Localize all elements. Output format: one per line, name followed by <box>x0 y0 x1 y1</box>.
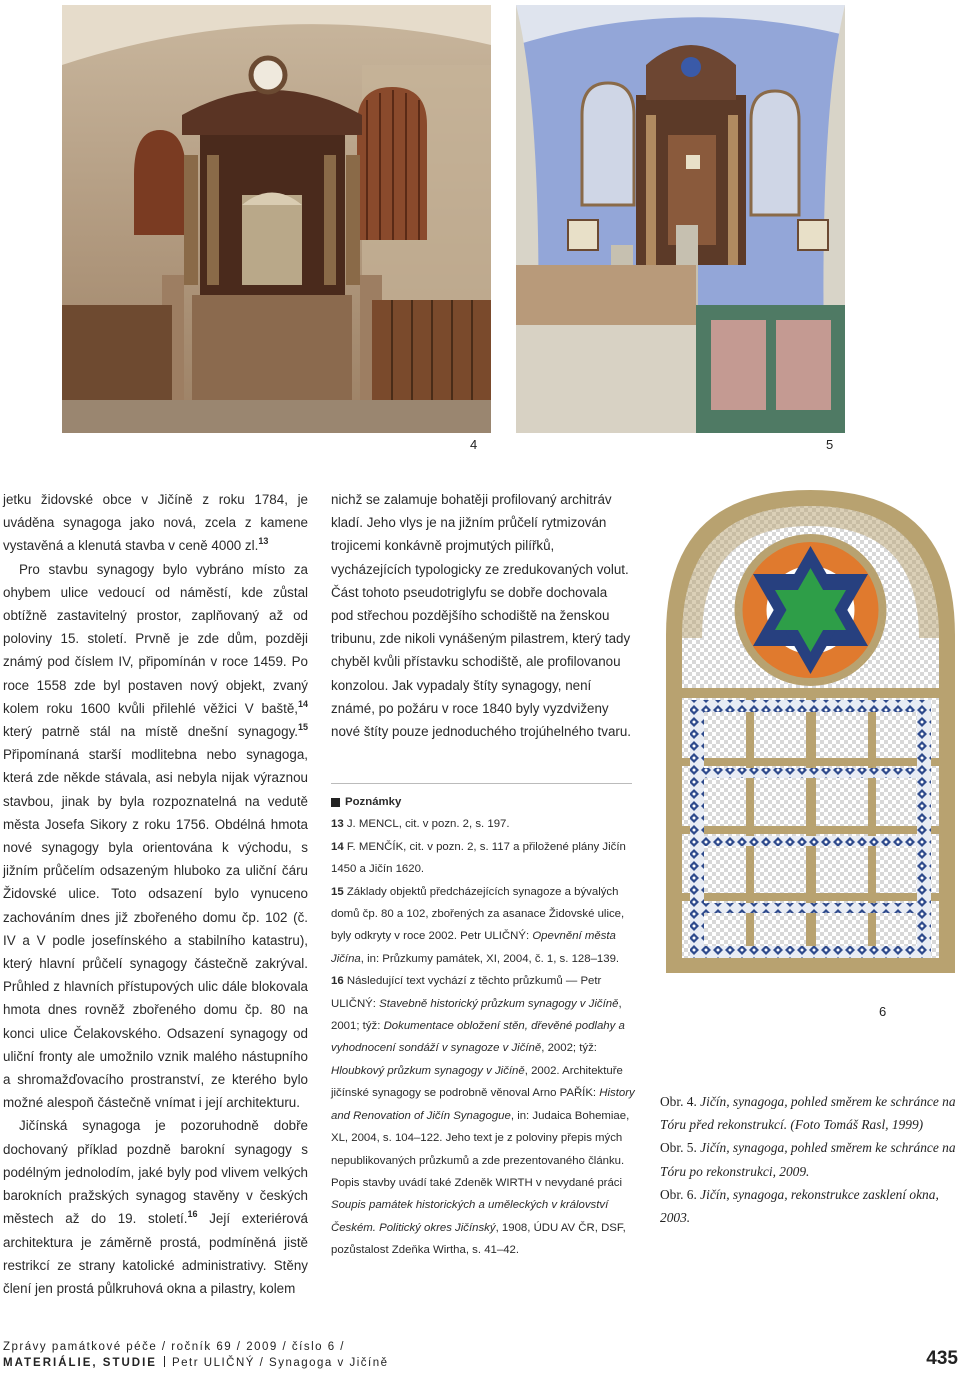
footnote-16-text-f: , 1908, ÚDU AV ČR, DSF, pozůstalost Zdeňka Wirtha, s. 41–42. <box>331 1221 626 1257</box>
footnotes-heading <box>331 791 636 813</box>
footnote-ref-13[interactable]: 13 <box>258 536 269 547</box>
window-glazing-illustration <box>664 488 957 975</box>
paragraph-1-text: jetku židovské obce v Jičíně z roku 1784, je uváděna synagoga jako nová, zcela z kamene vystavěná a klenutá stavba v ceně 4000 zl. <box>3 492 308 554</box>
footnote-13-text: J. MENCL, cit. v pozn. 2, s. 197. <box>343 818 510 831</box>
text-column-1 <box>3 488 308 1300</box>
footer-journal-line: Zprávy památkové péče / ročník 69 / 2009 / číslo 6 / <box>3 1341 345 1353</box>
footnote-ref-16[interactable]: 16 <box>187 1209 198 1220</box>
paragraph-2 <box>3 558 308 1115</box>
paragraph-2-text-c: Připomínaná starší modlitebna nebo synagoga, která zde někde stávala, asi nebyla nijak výraznou stavbou, jinak by byla rozpoznatelná na vedutě města Josefa Sikory z roku 1756. Obdélná hmota nové synagogy byla orientována k východu, s jižním průčelím odsazeným hluboko za uliční čáru Židovské ulice. Toto odsazení bylo vynuceno zachováním dnes již zbořeného domu čp. 102 (č. IV a V podle josefínského a stabilního katastru), který hlavní průčelí synagogy částečně zakrýval. Průhled z hlavních přístupových ulic dále blokovala hmota dnes rovněž zbořeného domu čp. 80 na konci ulice Čelakovského. Odsazení synagogy od uliční fronty ale umožnilo vznik malého nástupního a shromažďovacího prostranství, ze kterého bylo možné alespoň částečně vnímat i její architekturu. <box>3 747 308 1111</box>
footer-article-line <box>3 1355 960 1371</box>
photo-after-illustration <box>516 5 845 433</box>
caption-fig-6 <box>660 1183 960 1229</box>
footnote-ref-15[interactable]: 15 <box>297 722 308 733</box>
photo-synagogue-after-reconstruction <box>516 5 845 433</box>
footnote-13 <box>331 813 636 835</box>
paragraph-2-text-a: Pro stavbu synagogy bylo vybráno místo za ohybem ulice vedoucí od náměstí, kde zůstal obtížně zastavitelný prostor, zaplňovaný až od poloviny 15. století. Prvně je zde dům, později známý pod číslem IV, připomínán v roce 1459. Po roce 1558 zde byl postaven nový objekt, zvaný kolem roku 1600 kvůli přilehlé věžici V baště, <box>3 561 308 716</box>
paragraph-3 <box>3 1114 308 1300</box>
figure-number-6: 6 <box>879 1004 887 1019</box>
paragraph-2-text-b: který patrně stál na místě dnešní synagogy. <box>3 724 298 740</box>
caption-6-label: Obr. 6. <box>660 1186 697 1202</box>
paragraph-1 <box>3 488 308 558</box>
footnote-15-title: Opevnění města Jičína <box>331 930 616 965</box>
footnote-ref-14[interactable]: 14 <box>297 698 308 709</box>
caption-6-text: Jičín, synagoga, rekonstrukce zasklení okna, 2003. <box>660 1186 939 1226</box>
footnote-16-text-a: Následující text vychází z těchto průzkumů — Petr ULIČNÝ: <box>331 975 602 1010</box>
footnote-15-text-b: , in: Průzkumy památek, XI, 2004, č. 1, s. 128–139. <box>360 952 620 965</box>
footnote-15-text-a: Základy objektů předcházejících synagoze a bývalých domů čp. 80 a 102, zbořených za asanace Židovské ulice, byly odkryty v roce 2002. Petr ULIČNÝ: <box>331 885 625 943</box>
figure-number-5: 5 <box>826 437 834 452</box>
page-footer <box>3 1339 960 1371</box>
footnote-16-number: 16 <box>331 975 344 988</box>
caption-fig-5 <box>660 1136 960 1182</box>
page-number: 435 <box>926 1348 958 1369</box>
footnote-15 <box>331 881 636 971</box>
caption-fig-4 <box>660 1090 960 1136</box>
photo-before-illustration <box>62 5 491 433</box>
paragraph-3-text-a: Jičínská synagoga je pozoruhodně dobře dochovaný příklad pozdně barokní synagogy s podélným jednolodím, jaké byly pod vlivem velkých barokních pražských synagog stavěny v českých městech až do 19. století. <box>3 1118 308 1227</box>
footer-separator <box>164 1356 165 1367</box>
footnote-16-title-4: History and Renovation of Jičín Synagogue <box>331 1087 635 1122</box>
caption-5-label: Obr. 5. <box>660 1140 697 1156</box>
paragraph-4: nichž se zalamuje bohatěji profilovaný architráv kladí. Jeho vlys je na jižním průčelí rytmizován trojicemi konkávně projmutých pilířků, vycházejících typologicky ze zredukovaných volut. Část tohoto pseudotriglyfu se dobře dochovala pod střechou pozdějšího schodiště na ženskou tribunu, zde nikoli vynášeným pilastrem, který tady chyběl kvůli přístavku schodiště, ale profilovanou konzolou. Jak vypadaly štíty synagogy, není známé, po požáru v roce 1840 byly vyzdviženy nové štíty pouze jednoduchého trojúhelného tvaru. <box>331 492 632 740</box>
footnote-16-title-5: Soupis památek historických a uměleckých v království Českém. Politický okres Jičínský <box>331 1199 609 1234</box>
footnote-16-text-b: , 2001; týž: <box>331 997 622 1033</box>
caption-4-label: Obr. 4. <box>660 1094 697 1109</box>
footnote-16 <box>331 970 636 1261</box>
footnote-16-title-1: Stavebně historický průzkum synagogy v Jičíně <box>379 997 619 1010</box>
footnote-16-text-d: , 2002. Architektuře jičínské synagogy se podrobně věnoval Arno PAŘÍK: <box>331 1064 623 1100</box>
figure-number-4: 4 <box>470 437 478 452</box>
footnote-13-number: 13 <box>331 818 344 831</box>
text-column-2 <box>331 488 632 743</box>
footnotes <box>331 791 636 1262</box>
square-bullet-icon <box>331 798 340 807</box>
footnote-14 <box>331 836 636 881</box>
footnotes-heading-text: Poznámky <box>345 796 402 808</box>
caption-5-text: Jičín, synagoga, pohled směrem ke schránce na Tóru po rekonstrukci, 2009. <box>660 1140 956 1179</box>
footnote-16-text-c: , 2002; týž: <box>541 1042 597 1055</box>
figure-captions <box>660 1090 960 1229</box>
footnote-14-number: 14 <box>331 840 344 853</box>
footnote-15-number: 15 <box>331 885 344 898</box>
photo-synagogue-before-reconstruction <box>62 5 491 433</box>
footnote-16-text-e: , in: Judaica Bohemiae, XL, 2004, s. 104–122. Jeho text je z poloviny přepis mých nepublikovaných průzkumů a zde prezentovaného článku. Popis stavby uvádí také Zdeněk WIRTH v nevydané práci <box>331 1109 630 1189</box>
footer-section: MATERIÁLIE, STUDIE <box>3 1357 157 1369</box>
notes-divider <box>331 783 632 784</box>
window-glazing-drawing <box>664 488 957 975</box>
footnote-16-title-3: Hloubkový průzkum synagogy v Jičíně <box>331 1064 525 1077</box>
footnote-16-title-2: Dokumentace obložení stěn, dřevěné podlahy a vyhodnocení sondáží v synagoze v Jičíně <box>331 1020 625 1055</box>
footnote-14-text: F. MENČÍK, cit. v pozn. 2, s. 117 a přiložené plány Jičín 1450 a Jičín 1620. <box>331 840 626 876</box>
caption-4-text: Jičín, synagoga, pohled směrem ke schránce na Tóru před rekonstrukcí. (Foto Tomáš Rasl, 1999) <box>660 1094 956 1133</box>
footer-author-title: Petr ULIČNÝ / Synagoga v Jičíně <box>171 1357 389 1369</box>
paragraph-3-text-b: Její exteriérová architektura je záměrně prostá, podmíněná jistě restrikcí ze strany katolické administrativy. Stěny člení jen prostá půlkruhová okna a pilastry, kolem <box>3 1211 308 1296</box>
